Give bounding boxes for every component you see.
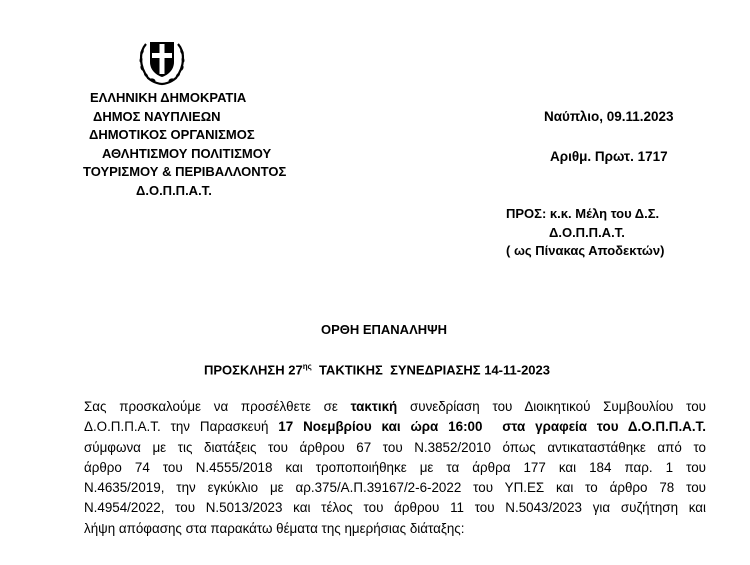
body-line: λήψη απόφασης στα παρακάτω θέματα της ημερήσιας διάταξης: bbox=[84, 520, 465, 536]
body-line: άρθρο 74 του Ν.4555/2018 και τροποποιήθηκε με τα άρθρα 177 και 184 παρ. 1 του bbox=[84, 459, 706, 475]
body-emphasis: τακτική bbox=[350, 399, 398, 414]
body-line bbox=[84, 397, 706, 417]
body-line: Ν.4635/2019, την εγκύκλιο με αρ.375/Α.Π.39167/2-6-2022 του ΥΠ.ΕΣ και το άρθρο 78 του bbox=[84, 480, 706, 496]
recipient-line: Δ.Ο.Π.Π.Α.Τ. bbox=[549, 224, 625, 240]
body-line: σύμφωνα με τις διατάξεις του άρθρου 67 του Ν.3852/2010 όπως αντικαταστάθηκε από το bbox=[84, 439, 706, 455]
sender-line: Δ.Ο.Π.Π.Α.Τ. bbox=[136, 182, 212, 198]
sender-line: ΑΘΛΗΤΙΣΜΟΥ ΠΟΛΙΤΙΣΜΟΥ bbox=[102, 145, 272, 161]
sender-line: ΔΗΜΟΤΙΚΟΣ ΟΡΓΑΝΙΣΜΟΣ bbox=[89, 127, 255, 143]
body-line bbox=[84, 417, 706, 437]
sender-block bbox=[80, 89, 330, 201]
body-line: Ν.4954/2022, του Ν.5013/2023 και τέλος του άρθρου 11 του Ν.5043/2023 για συζήτηση και bbox=[84, 500, 706, 516]
invitation-heading-pre: ΠΡΟΣΚΛΗΣΗ 27 bbox=[204, 362, 303, 378]
body-text: Σας προσκαλούμε να προσέλθετε σε bbox=[84, 399, 351, 414]
recipient-line: ( ως Πίνακας Αποδεκτών) bbox=[506, 243, 665, 258]
body-emphasis: 17 Νοεμβρίου και ώρα 16:00 στα γραφεία του Δ.Ο.Π.Π.Α.Τ. bbox=[278, 419, 706, 435]
protocol-number: Αριθμ. Πρωτ. 1717 bbox=[550, 149, 668, 164]
correction-heading: ΟΡΘΗ ΕΠΑΝΑΛΗΨΗ bbox=[320, 322, 448, 337]
sender-line: ΕΛΛΗΝΙΚΗ ΔΗΜΟΚΡΑΤΙΑ bbox=[90, 90, 247, 105]
invitation-heading bbox=[2, 362, 750, 377]
invitation-heading-post: ΤΑΚΤΙΚΗΣ ΣΥΝΕΔΡΙΑΣΗΣ 14-11-2023 bbox=[311, 362, 550, 378]
recipient-line: ΠΡΟΣ: κ.κ. Μέλη του Δ.Σ. bbox=[506, 206, 660, 221]
place-date: Ναύπλιο, 09.11.2023 bbox=[544, 109, 674, 124]
recipient-block bbox=[506, 205, 664, 261]
invitation-heading-sup: ης bbox=[302, 362, 312, 371]
body-text: συνεδρίαση του Διοικητικού Συμβουλίου του bbox=[397, 399, 706, 414]
greek-coat-of-arms-icon bbox=[136, 36, 188, 86]
body-text: Δ.Ο.Π.Π.Α.Τ. την Παρασκευή bbox=[84, 419, 279, 435]
sender-line: ΔΗΜΟΣ ΝΑΥΠΛΙΕΩΝ bbox=[93, 108, 221, 124]
invitation-body bbox=[84, 397, 706, 539]
sender-line: ΤΟΥΡΙΣΜΟΥ & ΠΕΡΙΒΑΛΛΟΝΤΟΣ bbox=[83, 164, 287, 180]
